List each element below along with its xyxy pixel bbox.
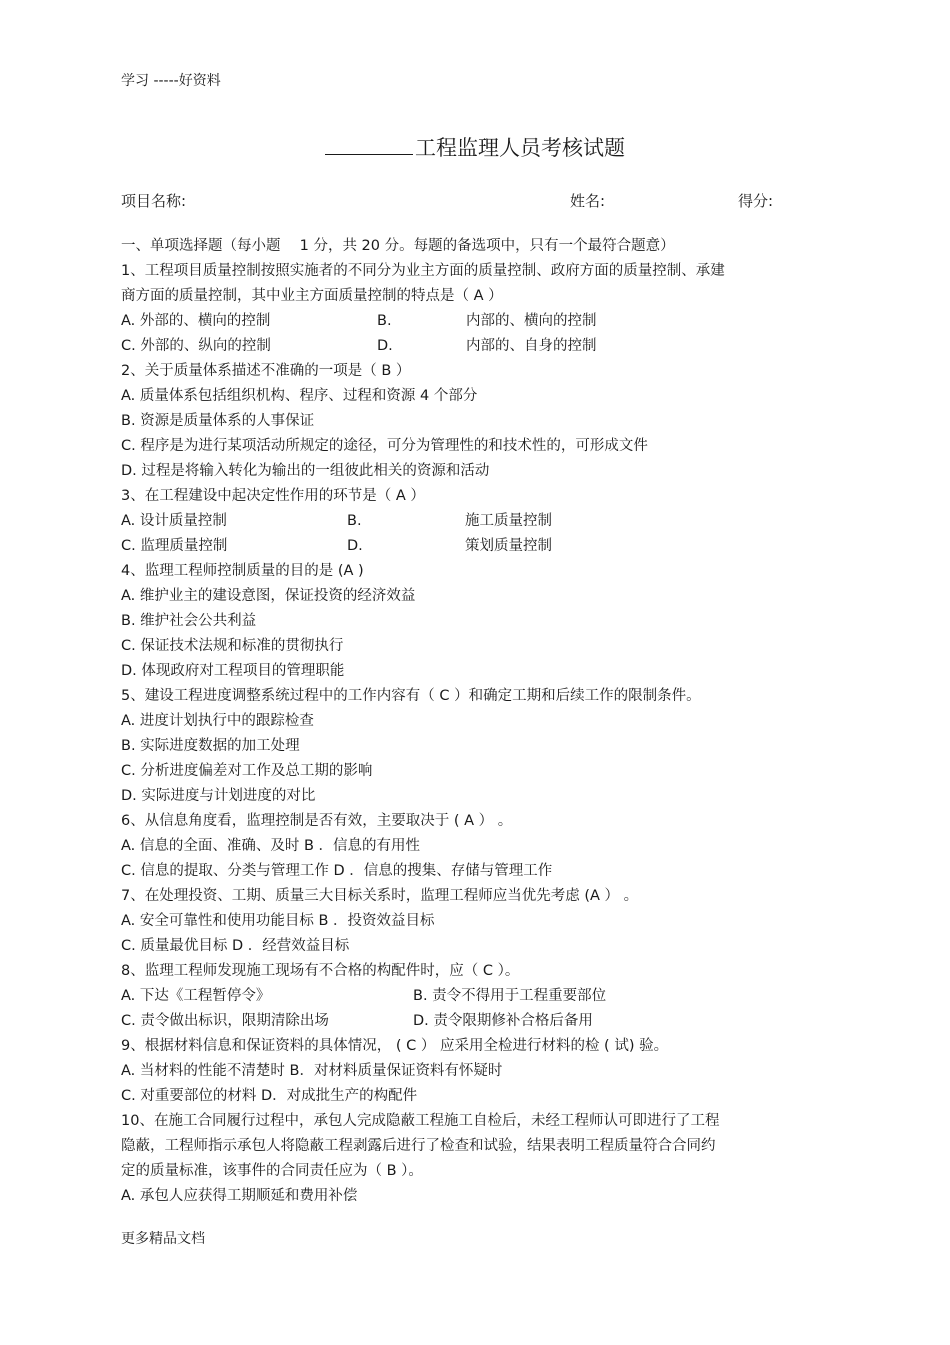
q5-option-c: C. 分析进度偏差对工作及总工期的影响 <box>121 763 373 779</box>
footer-note: 更多精品文档 <box>121 1231 205 1247</box>
q8-option-d: D. 责令限期修补合格后备用 <box>413 1013 593 1029</box>
q7-options-cd: C. 质量最优目标 D ．经营效益目标 <box>121 938 350 954</box>
q8-option-a: A. 下达《工程暂停令》 <box>121 988 271 1004</box>
q3-options-cd <box>121 534 821 559</box>
q10-stem-line2: 隐蔽，工程师指示承包人将隐蔽工程剥露后进行了检查和试验，结果表明工程质量符合合同约 <box>121 1138 716 1154</box>
title-blank-line <box>325 136 413 155</box>
q6-options-cd: C. 信息的提取、分类与管理工作 D ．信息的搜集、存储与管理工作 <box>121 863 553 879</box>
q1-options-cd <box>121 334 821 359</box>
q5-option-a: A. 进度计划执行中的跟踪检查 <box>121 713 314 729</box>
q3-option-a: A. 设计质量控制 <box>121 513 227 529</box>
q3-options-ab <box>121 509 821 534</box>
q7-options-ab: A. 安全可靠性和使用功能目标 B ．投资效益目标 <box>121 913 435 929</box>
q2-option-d: D. 过程是将输入转化为输出的一组彼此相关的资源和活动 <box>121 463 490 479</box>
q6-options-ab: A. 信息的全面、准确、及时 B ．信息的有用性 <box>121 838 421 854</box>
q1-option-c: C. 外部的、纵向的控制 <box>121 338 271 354</box>
q5-option-b: B. 实际进度数据的加工处理 <box>121 738 300 754</box>
q1-options-ab <box>121 309 821 334</box>
project-name-label: 项目名称: <box>121 192 187 210</box>
q3-stem: 3、在工程建设中起决定性作用的环节是（ A ） <box>121 488 425 504</box>
q3-option-b-letter: B. <box>347 513 362 529</box>
q2-option-c: C. 程序是为进行某项活动所规定的途径，可分为管理性的和技术性的，可形成文件 <box>121 438 648 454</box>
q3-option-b: 施工质量控制 <box>465 513 552 529</box>
q1-stem-line2: 商方面的质量控制，其中业主方面质量控制的特点是（ A ） <box>121 288 503 304</box>
q9-options-cd: C. 对重要部位的材料 D．对成批生产的构配件 <box>121 1088 418 1104</box>
q7-stem: 7、在处理投资、工期、质量三大目标关系时，监理工程师应当优先考虑 (A ） 。 <box>121 888 639 904</box>
q8-stem: 8、监理工程师发现施工现场有不合格的构配件时，应（ C ）。 <box>121 963 520 979</box>
q1-option-d: 内部的、自身的控制 <box>466 338 597 354</box>
q10-option-a: A. 承包人应获得工期顺延和费用补偿 <box>121 1188 358 1204</box>
q4-option-d: D. 体现政府对工程项目的管理职能 <box>121 663 345 679</box>
q5-option-d: D. 实际进度与计划进度的对比 <box>121 788 316 804</box>
q3-option-c: C. 监理质量控制 <box>121 538 228 554</box>
page-title <box>0 132 950 162</box>
question-list <box>121 234 821 1209</box>
name-label: 姓名: <box>570 192 606 210</box>
q9-stem: 9、根据材料信息和保证资料的具体情况， ( C ） 应采用全检进行材料的检 ( 试) 验。 <box>121 1038 669 1054</box>
q2-stem: 2、关于质量体系描述不准确的一项是（ B ） <box>121 363 411 379</box>
q4-stem: 4、监理工程师控制质量的目的是 (A ) <box>121 563 364 579</box>
q4-option-c: C. 保证技术法规和标准的贯彻执行 <box>121 638 344 654</box>
q1-option-b: 内部的、横向的控制 <box>466 313 597 329</box>
title-text: 工程监理人员考核试题 <box>415 136 625 160</box>
q4-option-b: B. 维护社会公共利益 <box>121 613 257 629</box>
q8-options-cd <box>121 1009 821 1034</box>
q10-stem-line1: 10、在施工合同履行过程中，承包人完成隐蔽工程施工自检后，未经工程师认可即进行了工程 <box>121 1113 720 1129</box>
header-note: 学习 -----好资料 <box>121 73 221 89</box>
q2-option-b: B. 资源是质量体系的人事保证 <box>121 413 315 429</box>
q1-option-d-letter: D. <box>377 338 393 354</box>
q6-stem: 6、从信息角度看，监理控制是否有效，主要取决于 ( A ） 。 <box>121 813 513 829</box>
q9-options-ab: A. 当材料的性能不清楚时 B．对材料质量保证资料有怀疑时 <box>121 1063 503 1079</box>
score-label: 得分: <box>738 192 774 210</box>
q2-option-a: A. 质量体系包括组织机构、程序、过程和资源 4 个部分 <box>121 388 478 404</box>
q8-options-ab <box>121 984 821 1009</box>
q1-option-b-letter: B. <box>377 313 392 329</box>
q8-option-c: C. 责令做出标识，限期清除出场 <box>121 1013 329 1029</box>
q3-option-d-letter: D. <box>347 538 363 554</box>
q3-option-d: 策划质量控制 <box>465 538 552 554</box>
q5-stem: 5、建设工程进度调整系统过程中的工作内容有（ C ）和确定工期和后续工作的限制条件。 <box>121 688 701 704</box>
q1-option-a: A. 外部的、横向的控制 <box>121 313 271 329</box>
q1-stem-line1: 1、工程项目质量控制按照实施者的不同分为业主方面的质量控制、政府方面的质量控制、承建 <box>121 263 725 279</box>
q8-option-b: B. 责令不得用于工程重要部位 <box>413 988 607 1004</box>
q10-stem-line3: 定的质量标准，该事件的合同责任应为（ B ）。 <box>121 1163 423 1179</box>
section-heading: 一、单项选择题（每小题 1 分，共 20 分。每题的备选项中，只有一个最符合题意） <box>121 238 675 254</box>
q4-option-a: A. 维护业主的建设意图，保证投资的经济效益 <box>121 588 416 604</box>
